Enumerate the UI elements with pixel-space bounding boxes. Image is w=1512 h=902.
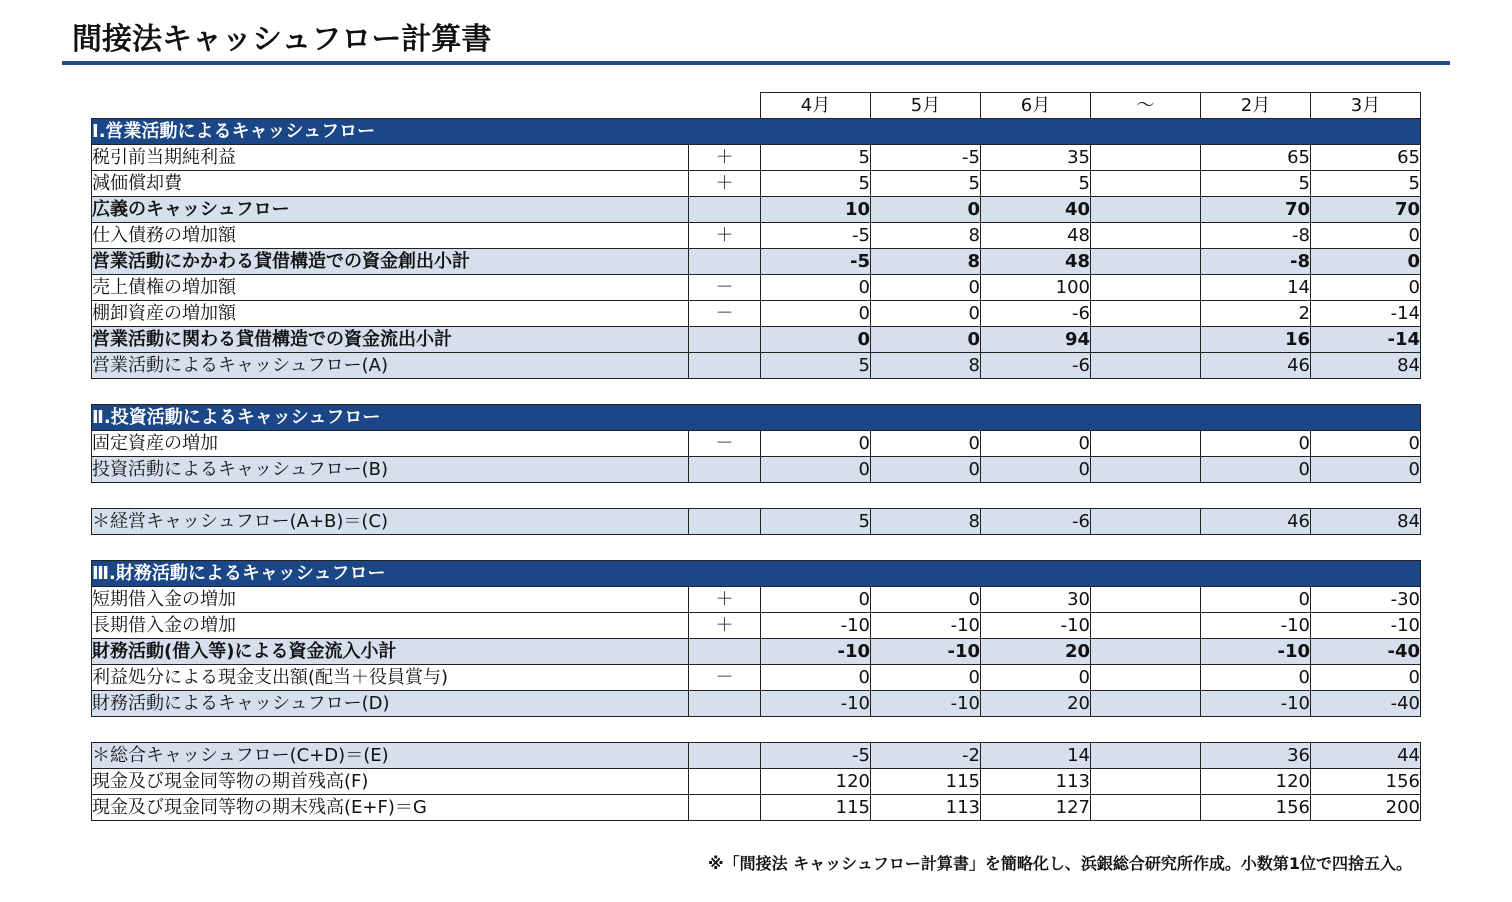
table-row — [92, 587, 1421, 613]
table-row — [92, 197, 1421, 223]
row-value: 48 — [981, 249, 1091, 275]
section-header: Ⅲ.財務活動によるキャッシュフロー — [92, 561, 1421, 587]
row-value: 0 — [871, 587, 981, 613]
cash-flow-table — [91, 92, 1421, 821]
header-blank — [92, 93, 689, 119]
row-sign — [689, 509, 761, 535]
row-value: -2 — [871, 743, 981, 769]
row-value: 40 — [981, 197, 1091, 223]
row-value: 35 — [981, 145, 1091, 171]
row-value: 156 — [1201, 795, 1311, 821]
row-value: 0 — [761, 457, 871, 483]
row-value — [1091, 743, 1201, 769]
table-row — [92, 327, 1421, 353]
row-value — [1091, 639, 1201, 665]
row-label: 仕入債務の増加額 — [92, 223, 689, 249]
row-value: 16 — [1201, 327, 1311, 353]
row-value: 0 — [1201, 665, 1311, 691]
table-row — [92, 639, 1421, 665]
row-value — [1091, 327, 1201, 353]
row-value — [1091, 587, 1201, 613]
row-value — [1091, 197, 1201, 223]
table-row — [92, 145, 1421, 171]
table-row — [92, 223, 1421, 249]
table-row — [92, 353, 1421, 379]
row-value: 127 — [981, 795, 1091, 821]
spacer-row — [92, 483, 1421, 509]
row-value: 0 — [761, 327, 871, 353]
row-value: 46 — [1201, 353, 1311, 379]
table-row — [92, 613, 1421, 639]
row-value: -10 — [1201, 639, 1311, 665]
row-value: 5 — [761, 353, 871, 379]
row-label: 棚卸資産の増加額 — [92, 301, 689, 327]
row-value: 113 — [871, 795, 981, 821]
row-label: 営業活動によるキャッシュフロー(A) — [92, 353, 689, 379]
row-value: 120 — [1201, 769, 1311, 795]
row-label: ＊経営キャッシュフロー(A+B)＝(C) — [92, 509, 689, 535]
row-value: 0 — [761, 301, 871, 327]
row-value: 0 — [871, 301, 981, 327]
row-sign: － — [689, 665, 761, 691]
row-value: -8 — [1201, 249, 1311, 275]
row-value: 5 — [871, 171, 981, 197]
row-value: 8 — [871, 353, 981, 379]
row-label: 広義のキャッシュフロー — [92, 197, 689, 223]
month-header: 4月 — [761, 93, 871, 119]
row-value — [1091, 301, 1201, 327]
row-value — [1091, 691, 1201, 717]
row-value: -10 — [1201, 691, 1311, 717]
table-row — [92, 509, 1421, 535]
row-value: -30 — [1311, 587, 1421, 613]
row-value: 0 — [871, 197, 981, 223]
row-label: 営業活動に関わる貸借構造での資金流出小計 — [92, 327, 689, 353]
row-value: -6 — [981, 509, 1091, 535]
row-value: 0 — [981, 665, 1091, 691]
footnote: ※「間接法 キャッシュフロー計算書」を簡略化し、浜銀総合研究所作成。小数第1位で四捨五入。 — [708, 854, 1412, 873]
row-label: 財務活動によるキャッシュフロー(D) — [92, 691, 689, 717]
row-value — [1091, 665, 1201, 691]
row-value: 0 — [1201, 587, 1311, 613]
row-label: 現金及び現金同等物の期末残高(E+F)＝G — [92, 795, 689, 821]
row-value: 200 — [1311, 795, 1421, 821]
row-value: -10 — [761, 613, 871, 639]
row-value — [1091, 457, 1201, 483]
row-label: 固定資産の増加 — [92, 431, 689, 457]
table-row — [92, 275, 1421, 301]
section-header: Ⅱ.投資活動によるキャッシュフロー — [92, 405, 1421, 431]
row-sign: ＋ — [689, 613, 761, 639]
month-header: 5月 — [871, 93, 981, 119]
row-sign: － — [689, 431, 761, 457]
row-value: 44 — [1311, 743, 1421, 769]
row-value: -10 — [1311, 613, 1421, 639]
spacer-row — [92, 717, 1421, 743]
row-value: 0 — [761, 587, 871, 613]
row-value: 84 — [1311, 509, 1421, 535]
row-value: 20 — [981, 639, 1091, 665]
row-sign: － — [689, 275, 761, 301]
row-value: -6 — [981, 353, 1091, 379]
row-label: 財務活動(借入等)による資金流入小計 — [92, 639, 689, 665]
row-value: 30 — [981, 587, 1091, 613]
row-sign: － — [689, 301, 761, 327]
row-value: 46 — [1201, 509, 1311, 535]
row-sign — [689, 457, 761, 483]
table-row — [92, 795, 1421, 821]
row-sign: ＋ — [689, 223, 761, 249]
row-value — [1091, 249, 1201, 275]
row-value: 2 — [1201, 301, 1311, 327]
row-value: -40 — [1311, 639, 1421, 665]
row-value: 5 — [761, 509, 871, 535]
header-blank — [689, 93, 761, 119]
row-sign: ＋ — [689, 145, 761, 171]
row-value: 84 — [1311, 353, 1421, 379]
row-value: 70 — [1201, 197, 1311, 223]
row-value — [1091, 353, 1201, 379]
row-value — [1091, 769, 1201, 795]
row-value: 5 — [761, 145, 871, 171]
spacer — [92, 483, 1421, 509]
row-value: 0 — [1311, 223, 1421, 249]
section-header-row — [92, 119, 1421, 145]
row-sign — [689, 197, 761, 223]
month-header: ～ — [1091, 93, 1201, 119]
row-sign — [689, 691, 761, 717]
row-value: 120 — [761, 769, 871, 795]
row-value: -5 — [761, 223, 871, 249]
table-row — [92, 249, 1421, 275]
row-value: -10 — [1201, 613, 1311, 639]
row-value: 5 — [981, 171, 1091, 197]
title-underline — [62, 61, 1450, 65]
spacer — [92, 717, 1421, 743]
row-value — [1091, 795, 1201, 821]
row-value: -10 — [871, 691, 981, 717]
row-sign — [689, 249, 761, 275]
row-value: -10 — [871, 639, 981, 665]
row-value — [1091, 145, 1201, 171]
table-row — [92, 171, 1421, 197]
row-value: 5 — [1311, 171, 1421, 197]
row-label: 売上債権の増加額 — [92, 275, 689, 301]
spacer-row — [92, 379, 1421, 405]
row-value: -40 — [1311, 691, 1421, 717]
spacer-row — [92, 535, 1421, 561]
row-label: 利益処分による現金支出額(配当＋役員賞与) — [92, 665, 689, 691]
month-header-row — [92, 93, 1421, 119]
row-value: 36 — [1201, 743, 1311, 769]
row-value: -8 — [1201, 223, 1311, 249]
page-title: 間接法キャッシュフロー計算書 — [72, 22, 492, 57]
row-value: -5 — [761, 249, 871, 275]
row-label: 短期借入金の増加 — [92, 587, 689, 613]
row-value: 0 — [871, 431, 981, 457]
table-row — [92, 457, 1421, 483]
row-value: 8 — [871, 509, 981, 535]
row-value — [1091, 431, 1201, 457]
row-value: 94 — [981, 327, 1091, 353]
row-value: 65 — [1311, 145, 1421, 171]
row-value: -5 — [761, 743, 871, 769]
table-row — [92, 769, 1421, 795]
row-sign — [689, 327, 761, 353]
month-header: 2月 — [1201, 93, 1311, 119]
row-value — [1091, 613, 1201, 639]
row-value: 8 — [871, 249, 981, 275]
row-label: 税引前当期純利益 — [92, 145, 689, 171]
row-sign — [689, 795, 761, 821]
row-value: 0 — [871, 275, 981, 301]
row-value — [1091, 171, 1201, 197]
row-value: -10 — [981, 613, 1091, 639]
row-value: 0 — [981, 457, 1091, 483]
row-value: -5 — [871, 145, 981, 171]
row-value: 8 — [871, 223, 981, 249]
row-value: 0 — [871, 457, 981, 483]
row-value: 0 — [761, 665, 871, 691]
row-value: 10 — [761, 197, 871, 223]
row-value: -10 — [761, 691, 871, 717]
month-header: 6月 — [981, 93, 1091, 119]
row-value: 100 — [981, 275, 1091, 301]
row-value: -14 — [1311, 327, 1421, 353]
table-row — [92, 301, 1421, 327]
row-sign — [689, 353, 761, 379]
table-row — [92, 431, 1421, 457]
row-value — [1091, 223, 1201, 249]
row-label: 投資活動によるキャッシュフロー(B) — [92, 457, 689, 483]
row-value: 0 — [1201, 431, 1311, 457]
row-label: 減価償却費 — [92, 171, 689, 197]
row-value: 0 — [871, 327, 981, 353]
row-value: 70 — [1311, 197, 1421, 223]
row-value: 5 — [761, 171, 871, 197]
table-row — [92, 743, 1421, 769]
row-value: 0 — [761, 431, 871, 457]
row-value: 48 — [981, 223, 1091, 249]
section-header: Ⅰ.営業活動によるキャッシュフロー — [92, 119, 1421, 145]
row-value: 0 — [981, 431, 1091, 457]
section-header-row — [92, 405, 1421, 431]
row-sign: ＋ — [689, 171, 761, 197]
row-value: 0 — [1311, 275, 1421, 301]
row-value: 0 — [1311, 249, 1421, 275]
row-label: 長期借入金の増加 — [92, 613, 689, 639]
row-value: 65 — [1201, 145, 1311, 171]
row-label: 営業活動にかかわる貸借構造での資金創出小計 — [92, 249, 689, 275]
row-value: 0 — [871, 665, 981, 691]
row-label: ＊総合キャッシュフロー(C+D)＝(E) — [92, 743, 689, 769]
row-value: -10 — [761, 639, 871, 665]
row-label: 現金及び現金同等物の期首残高(F) — [92, 769, 689, 795]
row-value: 115 — [761, 795, 871, 821]
row-value: -10 — [871, 613, 981, 639]
row-value: 156 — [1311, 769, 1421, 795]
row-value: 20 — [981, 691, 1091, 717]
row-value: 5 — [1201, 171, 1311, 197]
month-header: 3月 — [1311, 93, 1421, 119]
row-value — [1091, 509, 1201, 535]
row-value: 0 — [1311, 431, 1421, 457]
row-value: 0 — [1201, 457, 1311, 483]
row-value: -6 — [981, 301, 1091, 327]
spacer — [92, 535, 1421, 561]
row-value: 113 — [981, 769, 1091, 795]
row-value: -14 — [1311, 301, 1421, 327]
spacer — [92, 379, 1421, 405]
table-row — [92, 691, 1421, 717]
row-sign — [689, 639, 761, 665]
row-value — [1091, 275, 1201, 301]
row-sign — [689, 743, 761, 769]
row-sign — [689, 769, 761, 795]
row-value: 0 — [761, 275, 871, 301]
table-row — [92, 665, 1421, 691]
section-header-row — [92, 561, 1421, 587]
row-value: 0 — [1311, 457, 1421, 483]
row-sign: ＋ — [689, 587, 761, 613]
row-value: 14 — [981, 743, 1091, 769]
row-value: 14 — [1201, 275, 1311, 301]
row-value: 0 — [1311, 665, 1421, 691]
row-value: 115 — [871, 769, 981, 795]
